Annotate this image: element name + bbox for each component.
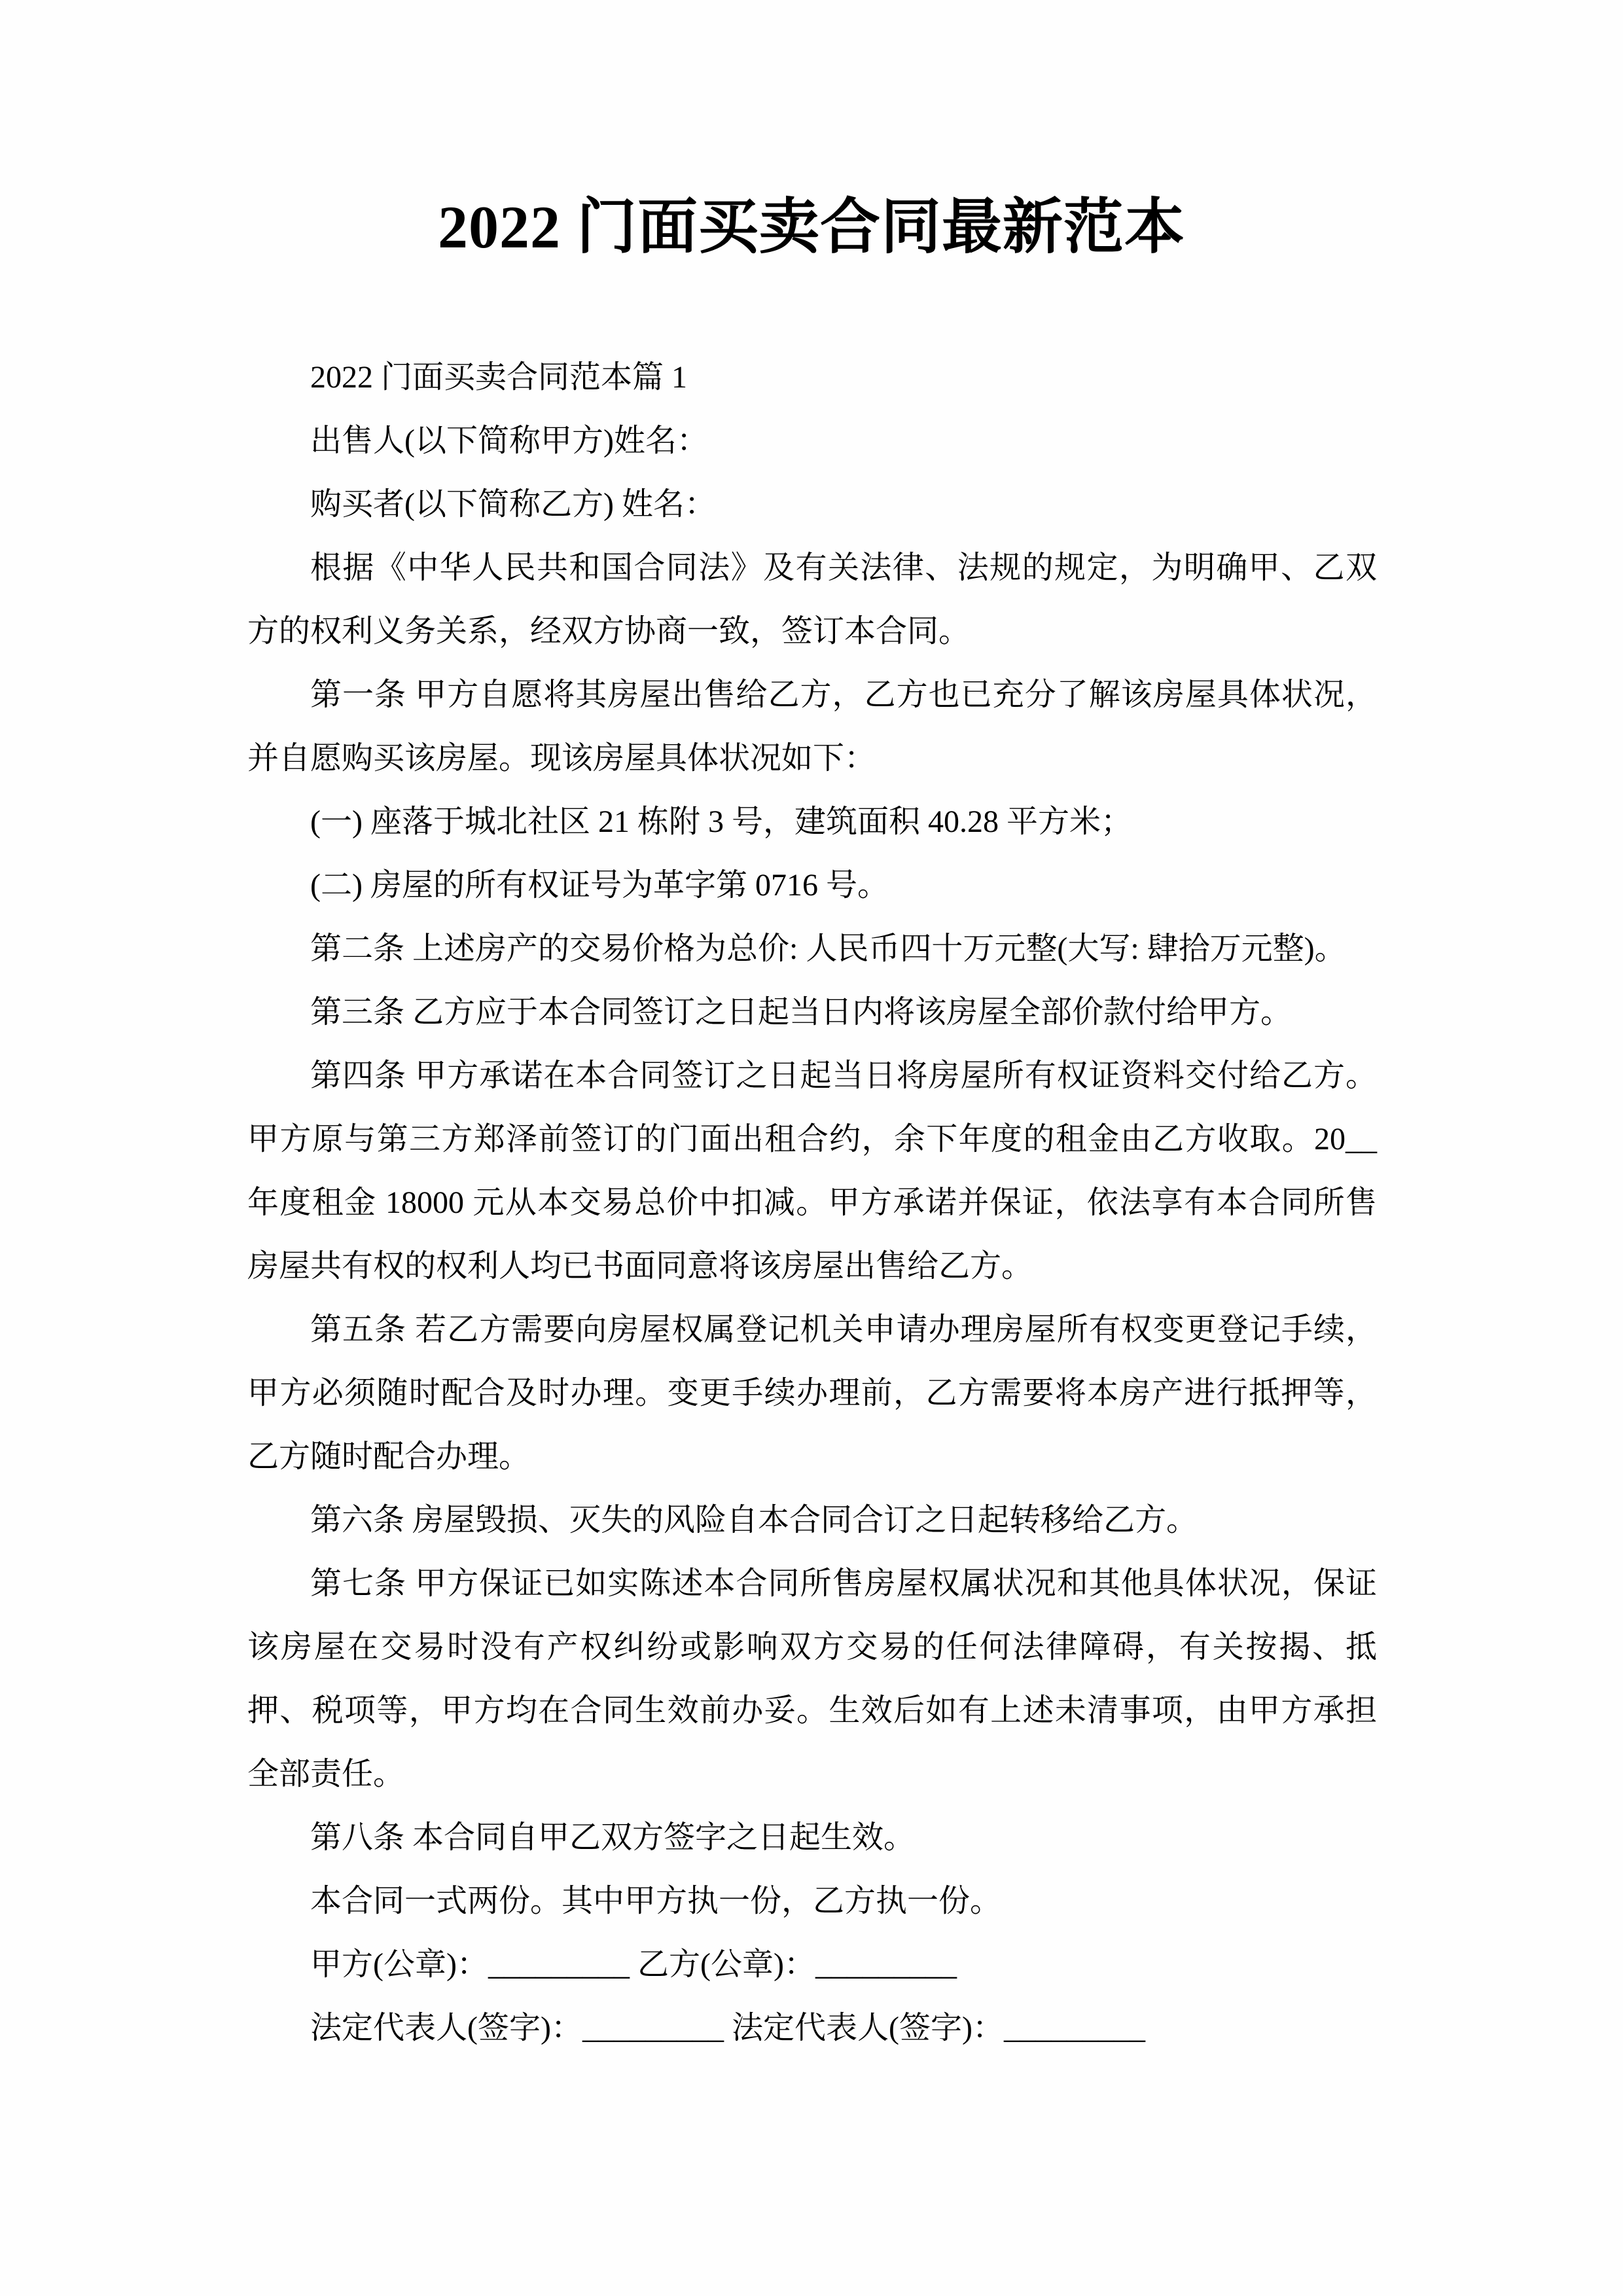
document-title: 2022 门面买卖合同最新范本 [437, 194, 1185, 260]
paragraph: 第三条 乙方应于本合同签订之日起当日内将该房屋全部价款付给甲方。 [310, 995, 1293, 1030]
paragraph: 根据《中华人民共和国合同法》及有关法律、法规的规定，为明确甲、乙双方的权利义务关系，经双方协商一致，签订本合同。 [247, 550, 1377, 649]
paragraph: 第七条 甲方保证已如实陈述本合同所售房屋权属状况和其他具体状况，保证该房屋在交易时没有产权纠纷或影响双方交易的任何法律障碍，有关按揭、抵押、税项等，甲方均在合同生效前办妥。生效后如有上述未清事项，由甲方承担全部责任。 [247, 1566, 1377, 1791]
contract-body [247, 346, 1377, 2060]
paragraph: 2022 门面买卖合同范本篇 1 [310, 360, 688, 395]
paragraph: 第二条 上述房产的交易价格为总价: 人民币四十万元整(大写: 肆拾万元整)。 [310, 931, 1346, 966]
paragraph: 第五条 若乙方需要向房屋权属登记机关申请办理房屋所有权变更登记手续，甲方必须随时配合及时办理。变更手续办理前，乙方需要将本房产进行抵押等，乙方随时配合办理。 [247, 1312, 1377, 1474]
paragraph: 法定代表人(签字)：_________ 法定代表人(签字)：_________ [310, 2011, 1145, 2045]
paragraph: 出售人(以下简称甲方)姓名： [310, 423, 708, 458]
paragraph: 第四条 甲方承诺在本合同签订之日起当日将房屋所有权证资料交付给乙方。甲方原与第三方郑泽前签订的门面出租合约，余下年度的租金由乙方收取。20__年度租金 18000 元从本交易总价中扣减。甲方承诺并保证，依法享有本合同所售房屋共有权的权利人均已书面同意将该房屋出售给乙方。 [247, 1058, 1377, 1283]
paragraph: 第一条 甲方自愿将其房屋出售给乙方，乙方也已充分了解该房屋具体状况，并自愿购买该房屋。现该房屋具体状况如下： [247, 677, 1377, 776]
paragraph: 第八条 本合同自甲乙双方签字之日起生效。 [310, 1820, 916, 1855]
paragraph: (一) 座落于城北社区 21 栋附 3 号，建筑面积 40.28 平方米； [310, 804, 1132, 839]
paragraph: 购买者(以下简称乙方) 姓名： [310, 487, 716, 522]
paragraph: 本合同一式两份。其中甲方执一份，乙方执一份。 [310, 1884, 1002, 1918]
paragraph: (二) 房屋的所有权证号为革字第 0716 号。 [310, 868, 889, 903]
paragraph: 第六条 房屋毁损、灭失的风险自本合同合订之日起转移给乙方。 [310, 1503, 1198, 1537]
paragraph: 甲方(公章)：_________ 乙方(公章)：_________ [310, 1947, 957, 1982]
